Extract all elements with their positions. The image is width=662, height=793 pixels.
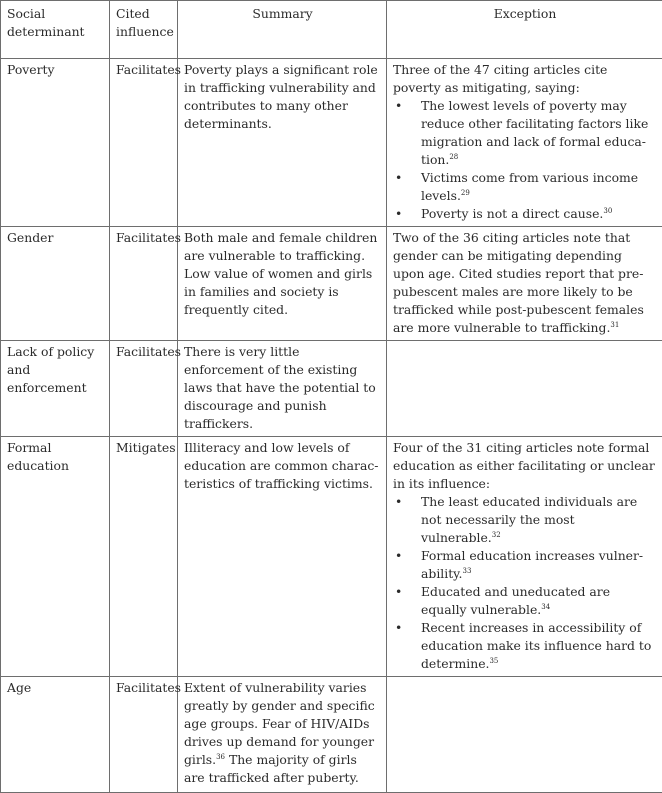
exception-item: • The lowest levels of poverty may reduce other facilitating factors like migration and lack of formal educa-tion.$^{28}$ <box>393 97 657 169</box>
influence-cell: Mitigates <box>110 437 178 677</box>
exception-cell <box>387 341 662 437</box>
summary-cell: Both male and female children are vulnerable to trafficking. Low value of women and girls in families and society is frequently cited. <box>178 227 387 341</box>
footnote-ref: 30 <box>603 207 612 215</box>
influence-cell: Facilitates <box>110 59 178 227</box>
footnote-ref: 28 <box>449 153 458 161</box>
exception-cell <box>387 59 662 227</box>
footnote-ref: 33 <box>462 567 471 575</box>
determinant-cell: Gender <box>1 227 110 341</box>
exception-cell: Two of the 36 citing articles note that gender can be mitigating depending upon age. Cited studies report that pre-pubescent males are more likely to be trafficked while post-pubescent females are more vulnerable to trafficking.$^{31}$ <box>387 227 662 341</box>
table-row <box>1 341 662 437</box>
footnote-ref: 29 <box>461 189 470 197</box>
determinant-cell: Formal education <box>1 437 110 677</box>
summary-cell: Extent of vulnerability varies greatly by gender and specific age groups. Fear of HIV/AIDs drives up demand for younger girls.$^{36}$ The majority of girls are trafficked after puberty. <box>178 677 387 793</box>
footnote-ref: 35 <box>489 657 498 665</box>
header-exception: Exception <box>387 1 662 59</box>
footnote-ref: 36 <box>216 753 225 761</box>
exception-list <box>393 97 657 223</box>
header-social-determinant: Social determinant <box>1 1 110 59</box>
exception-list <box>393 493 657 673</box>
influence-cell: Facilitates <box>110 341 178 437</box>
exception-cell <box>387 677 662 793</box>
exception-item: • The least educated individuals are not necessarily the most vulnerable.$^{32}$ <box>393 493 657 547</box>
footnote-ref: 31 <box>610 321 619 329</box>
exception-cell <box>387 437 662 677</box>
exception-item: • Victims come from various income levels.$^{29}$ <box>393 169 657 205</box>
table-row <box>1 677 662 793</box>
exception-intro: Three of the 47 citing articles cite poverty as mitigating, saying: <box>393 61 657 97</box>
exception-item: • Recent increases in accessibility of education make its influence hard to determine.$^{35}$ <box>393 619 657 673</box>
determinant-cell: Age <box>1 677 110 793</box>
table-row <box>1 227 662 341</box>
table-row <box>1 437 662 677</box>
header-cited-influence: Cited influence <box>110 1 178 59</box>
exception-item: • Poverty is not a direct cause.$^{30}$ <box>393 205 657 223</box>
influence-cell: Facilitates <box>110 677 178 793</box>
summary-cell: There is very little enforcement of the existing laws that have the potential to discourage and punish traffickers. <box>178 341 387 437</box>
footnote-ref: 34 <box>541 603 550 611</box>
header-summary: Summary <box>178 1 387 59</box>
table-row <box>1 59 662 227</box>
header-row <box>1 1 662 59</box>
determinant-cell: Lack of policy and enforcement <box>1 341 110 437</box>
exception-intro: Four of the 31 citing articles note formal education as either facilitating or unclear in its influence: <box>393 439 657 493</box>
exception-item: • Formal education increases vulner-ability.$^{33}$ <box>393 547 657 583</box>
summary-cell: Illiteracy and low levels of education are common charac-teristics of trafficking victims. <box>178 437 387 677</box>
footnote-ref: 32 <box>492 531 501 539</box>
exception-item: • Educated and uneducated are equally vulnerable.$^{34}$ <box>393 583 657 619</box>
determinant-cell: Poverty <box>1 59 110 227</box>
summary-cell: Poverty plays a significant role in trafficking vulnerability and contributes to many other determinants. <box>178 59 387 227</box>
influence-cell: Facilitates <box>110 227 178 341</box>
